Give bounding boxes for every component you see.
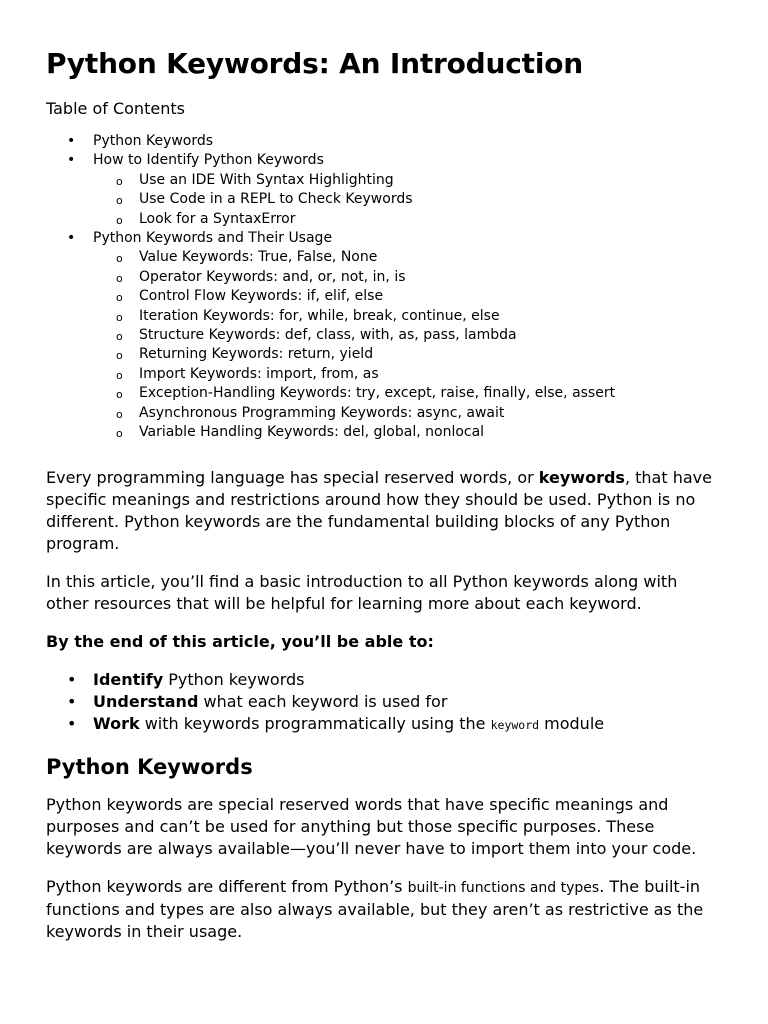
goals-heading: By the end of this article, you’ll be able to: [46,631,434,651]
section-heading: Python Keywords [46,754,253,779]
page-title: Python Keywords: An Introduction [46,47,584,80]
toc-item[interactable]: • How to Identify Python Keywords o Use an IDE With Syntax Highlighting o Use Code in a REPL to Check Keywords o Look for a SyntaxError [46,151,722,229]
toc-subitem[interactable]: o Structure Keywords: def, class, with, as, pass, lambda [93,326,722,345]
toc-subitem[interactable]: o Variable Handling Keywords: del, global, nonlocal [93,423,722,442]
table-of-contents [46,132,722,443]
toc-subitem[interactable]: o Control Flow Keywords: if, elif, else [93,287,722,306]
builtin-functions-link[interactable]: built-in functions and types [407,879,600,896]
toc-subitem[interactable]: o Exception-Handling Keywords: try, except, raise, finally, else, assert [93,384,722,403]
toc-subitem[interactable]: o Look for a SyntaxError [93,210,722,229]
goal-item: • Work with keywords programmatically using the keyword module [46,713,722,736]
toc-subitem[interactable]: o Iteration Keywords: for, while, break, continue, else [93,307,722,326]
keywords-emphasis: keywords [538,467,625,487]
section-paragraph-2: Python keywords are different from Python’s built-in functions and types. The built-in functions and types are also always available, but they aren’t as restrictive as the keywords in their usage. [46,876,704,941]
toc-subitem[interactable]: o Operator Keywords: and, or, not, in, is [93,268,722,287]
toc-subitem[interactable]: o Returning Keywords: return, yield [93,345,722,364]
toc-item[interactable]: • Python Keywords [46,132,722,151]
toc-sublist [93,171,722,229]
toc-item[interactable]: • Python Keywords and Their Usage o Value Keywords: True, False, None o Operator Keywords: and, or, not, in, is o Control Flow Keywords: if, elif, else o Iteration Keywords: for, while, break, continue, else o Structure Keywords: def, class, with, as, pass, lambda o Returning Keywords: return, yield o Import Keywords: import, from, as o Exception-Handling Keywords: try, except, raise, finally, else, assert o Asynchronous Programming Keywords: async, await o Variable Handling Keywords: del, global, nonlocal [46,229,722,442]
intro-paragraph: Every programming language has special reserved words, or keywords, that have specific meanings and restrictions around how they should be used. Python is no different. Python keywords are the fundamental building blocks of any Python program. [46,467,712,553]
goals-list [46,669,722,736]
goal-item: • Understand what each keyword is used for [46,691,722,713]
toc-subitem[interactable]: o Use Code in a REPL to Check Keywords [93,190,722,209]
toc-subitem[interactable]: o Value Keywords: True, False, None [93,248,722,267]
intro-paragraph-2: In this article, you’ll find a basic introduction to all Python keywords along with other resources that will be helpful for learning more about each keyword. [46,571,678,613]
toc-subitem[interactable]: o Use an IDE With Syntax Highlighting [93,171,722,190]
goal-item: • Identify Python keywords [46,669,722,691]
toc-subitem[interactable]: o Asynchronous Programming Keywords: async, await [93,404,722,423]
toc-heading: Table of Contents [46,99,185,118]
toc-sublist [93,248,722,442]
keyword-module-code[interactable]: keyword [490,717,540,732]
toc-subitem[interactable]: o Import Keywords: import, from, as [93,365,722,384]
section-paragraph-1: Python keywords are special reserved words that have specific meanings and purposes and can’t be used for anything but those specific purposes. These keywords are always available—you’ll never have to import them into your code. [46,794,697,858]
